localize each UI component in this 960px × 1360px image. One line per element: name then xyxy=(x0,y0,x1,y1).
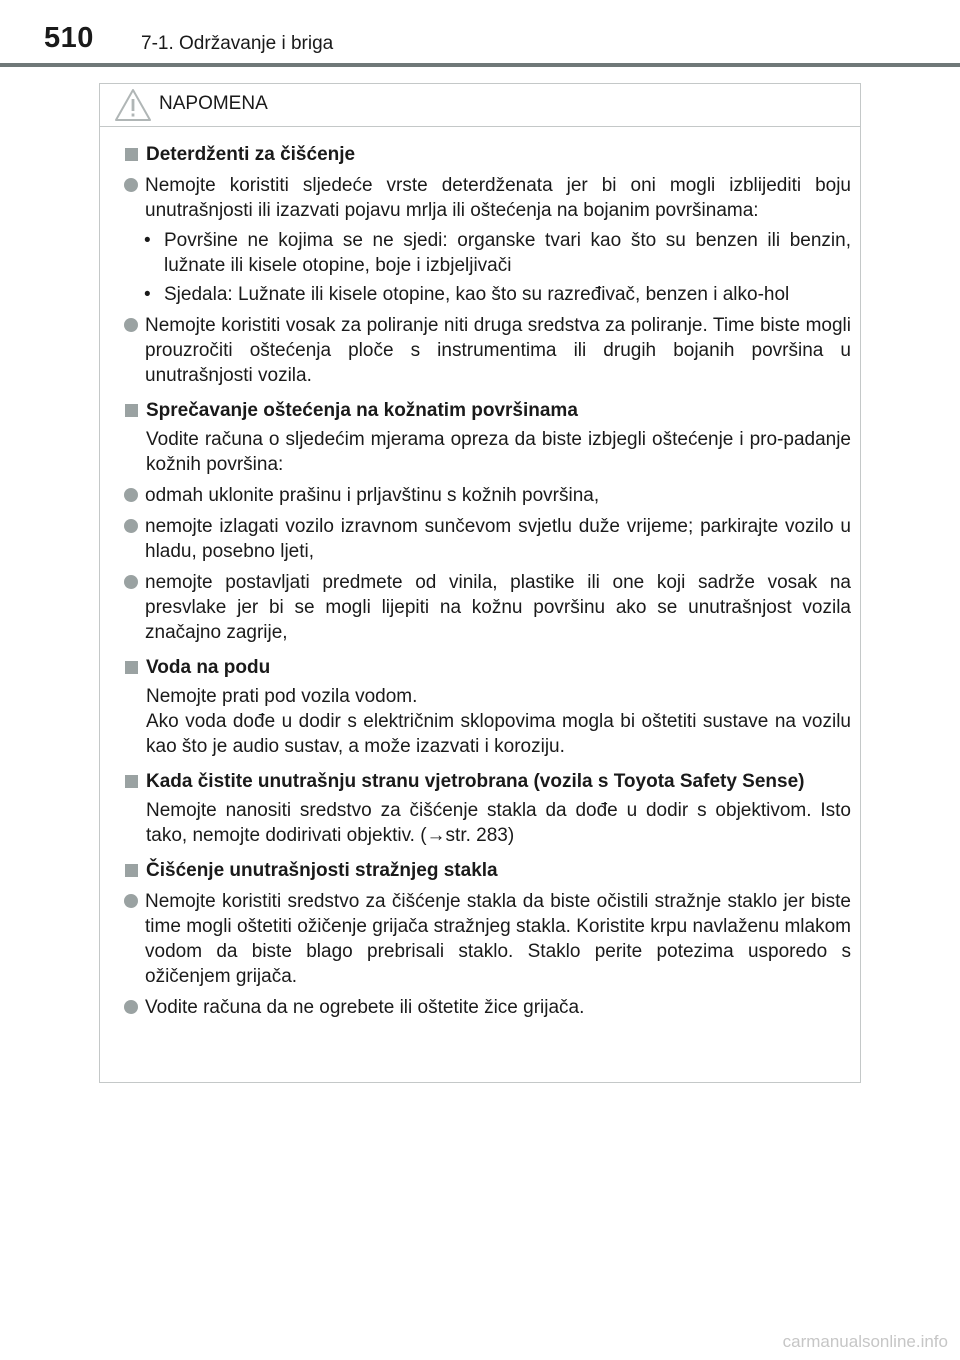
list-item: nemojte izlagati vozilo izravnom sunčevom svjetlu duže vrijeme; parkirajte vozilo u hladu, posebno ljeti, xyxy=(124,514,851,564)
section-heading: Deterdženti za čišćenje xyxy=(124,142,851,167)
circle-bullet-icon xyxy=(124,575,138,589)
square-bullet-icon xyxy=(125,404,138,417)
list-item: nemojte postavljati predmete od vinila, plastike ili one koji sadrže vosak na presvlake jer bi se mogli lijepiti na kožnu površinu ako se unutrašnjost vozila značajno zagrije, xyxy=(124,570,851,645)
section-heading: Voda na podu xyxy=(124,655,851,680)
notice-box xyxy=(99,83,861,1083)
sub-list-item: • Sjedala: Lužnate ili kisele otopine, kao što su razređivač, benzen i alko-hol xyxy=(144,284,790,305)
paragraph: Nemojte nanositi sredstvo za čišćenje stakla da dođe u dodir s objektivom. Isto tako, nemojte dodirivati objektiv. (→str. 283) xyxy=(146,800,851,846)
paragraph: Ako voda dođe u dodir s električnim sklopovima mogla bi oštetiti sustave na vozilu kao što je audio sustav, a može izazvati i koroziju. xyxy=(146,711,851,757)
section-title: 7-1. Održavanje i briga xyxy=(141,33,334,54)
square-bullet-icon xyxy=(125,148,138,161)
list-item: Vodite računa da ne ogrebete ili oštetite žice grijača. xyxy=(124,995,851,1020)
notice-header xyxy=(100,84,860,127)
square-bullet-icon xyxy=(125,864,138,877)
square-bullet-icon xyxy=(125,661,138,674)
notice-content xyxy=(100,142,860,1020)
circle-bullet-icon xyxy=(124,894,138,908)
section-heading: Sprečavanje oštećenja na kožnatim površinama xyxy=(124,398,851,423)
notice-label: NAPOMENA xyxy=(159,93,268,114)
paragraph: Vodite računa o sljedećim mjerama opreza da biste izbjegli oštećenje i pro-padanje kožnih površina: xyxy=(146,429,851,475)
sub-list-item: • Površine ne kojima se ne sjedi: organske tvari kao što su benzen ili benzin, lužnate ili kisele otopine, boje i izbjeljivači xyxy=(144,230,851,276)
square-bullet-icon xyxy=(125,775,138,788)
page-number: 510 xyxy=(44,22,94,54)
circle-bullet-icon xyxy=(124,488,138,502)
section-heading: Kada čistite unutrašnju stranu vjetrobrana (vozila s Toyota Safety Sense) xyxy=(124,769,851,794)
circle-bullet-icon xyxy=(124,1000,138,1014)
sub-bullet-icon: • xyxy=(144,284,151,305)
circle-bullet-icon xyxy=(124,178,138,192)
warning-triangle-icon xyxy=(114,88,152,122)
circle-bullet-icon xyxy=(124,519,138,533)
list-item: Nemojte koristiti vosak za poliranje niti druga sredstva za poliranje. Time biste mogli prouzročiti oštećenja ploče s instrumentima ili drugih bojanih površina u unutrašnjosti vozila. xyxy=(124,313,851,388)
watermark: carmanualsonline.info xyxy=(782,1332,948,1351)
header-rule xyxy=(0,63,960,67)
section-heading: Čišćenje unutrašnjosti stražnjeg stakla xyxy=(124,858,851,883)
paragraph: Nemojte prati pod vozila vodom. xyxy=(146,686,418,707)
list-item: odmah uklonite prašinu i prljavštinu s kožnih površina, xyxy=(124,483,851,508)
sub-bullet-icon: • xyxy=(144,230,151,251)
list-item: Nemojte koristiti sredstvo za čišćenje stakla da biste očistili stražnje staklo jer biste time mogli oštetiti ožičenje grijača stražnjeg stakla. Koristite krpu navlaženu mlakom vodom da biste blago prebrisali staklo. Staklo perite potezima usporedo s ožičenjem grijača. xyxy=(124,889,851,989)
page-header xyxy=(0,0,960,70)
list-item: Nemojte koristiti sljedeće vrste deterdženata jer bi oni mogli izblijediti boju unutrašnjosti ili izazvati pojavu mrlja ili oštećenja na bojanim površinama: xyxy=(124,173,851,223)
circle-bullet-icon xyxy=(124,318,138,332)
